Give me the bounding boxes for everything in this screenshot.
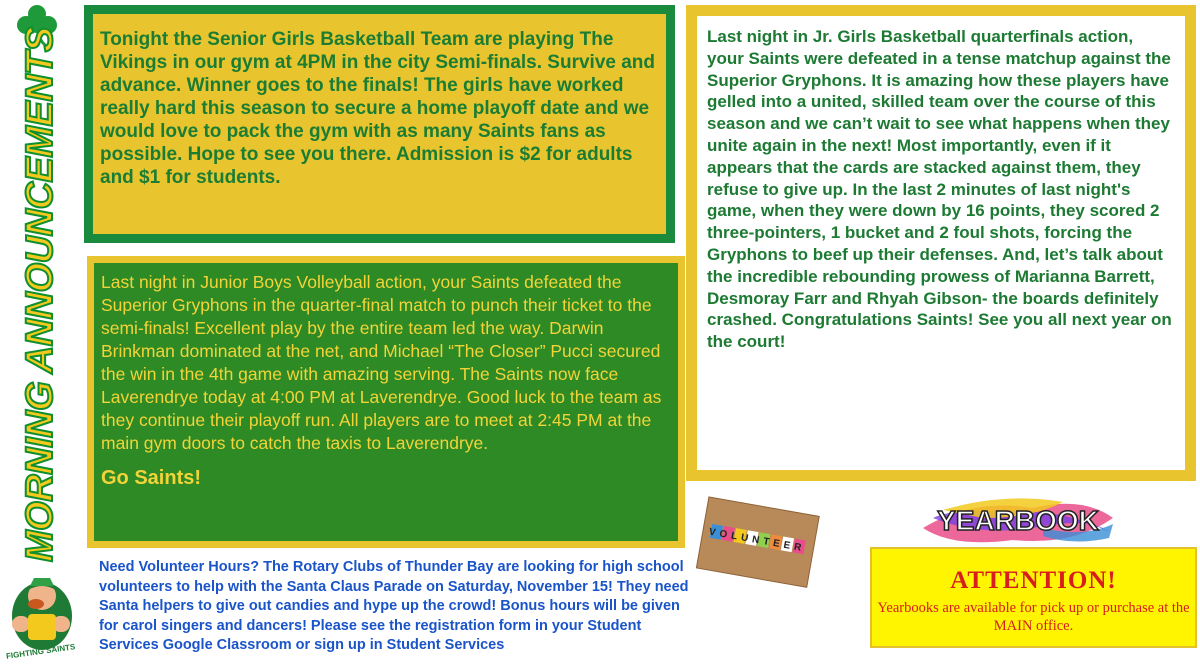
yearbook-logo <box>913 488 1123 548</box>
jr-girls-text: Last night in Jr. Girls Basketball quarterfinals action, your Saints were defeated in a tense matchup against the Superior Gryphons. It is amazing how these players have gelled into a united, skilled team over the course of this season and we can’t wait to see what happens when they unite again in the next! Most importantly, even if it appears that the cards are stacked against them, they refuse to give up. In the last 2 minutes of last night's game, when they were down by 16 points, they scored 2 three-pointers, 1 bucket and 2 foul shots, forcing the Gryphons to beef up their defenses. And, let’s talk about the incredible rebounding prowess of Marianna Barrett, Desmoray Farr and Rhyah Gibson- the boards definitely crashed. Congratulations Saints! See you all next year on the court! <box>697 16 1185 470</box>
mascot-logo <box>2 568 80 664</box>
morning-announcements-title: MORNING ANNOUNCEMENTS <box>19 27 61 562</box>
volunteer-image-word: VOLUNTEER <box>708 526 807 555</box>
volunteer-announcement: Need Volunteer Hours? The Rotary Clubs of Thunder Bay are looking for high school volunteers to help with the Santa Claus Parade on Saturday, November 15! They need Santa helpers to give out candies and hype up the crowd! Bonus hours will be given for carol singers and dancers! Please see the registration form in your Student Services Google Classroom or sign up in Student Services <box>99 559 689 653</box>
yearbook-attention-box <box>870 547 1197 648</box>
attention-body: Yearbooks are available for pick up or purchase at the MAIN office. <box>877 600 1190 634</box>
mascot-caption: FIGHTING SAINTS <box>5 642 76 661</box>
senior-girls-text: Tonight the Senior Girls Basketball Team are playing The Vikings in our gym at 4PM in the city Semi-finals. Survive and advance. Winner goes to the finals! The girls have worked really hard this season to secure a home playoff date and we would love to pack the gym with as many Saints fans as possible. Hope to see you there. Admission is $2 for adults and $1 for students. <box>93 14 666 234</box>
junior-boys-panel <box>94 263 678 541</box>
sidebar <box>0 0 84 665</box>
go-saints-text: Go Saints! <box>101 467 202 489</box>
volunteer-image <box>690 494 825 589</box>
jr-girls-announcement <box>686 5 1196 481</box>
senior-girls-announcement <box>84 5 675 243</box>
attention-title: ATTENTION! <box>950 567 1117 594</box>
junior-boys-text: Last night in Junior Boys Volleyball action, your Saints defeated the Superior Gryphons in the quarter-final match to punch their ticket to the semi-finals! Excellent play by the entire team led the way. Darwin Brinkman dominated at the net, and Michael “The Closer” Pucci secured the win in the 4th game with amazing serving. The Saints now face Laverendrye today at 4:00 PM at Laverendrye. Good luck to the team as they continue their playoff run. All players are to meet at 2:45 PM at the main gym doors to catch the taxis to Laverendrye. <box>101 272 662 453</box>
yearbook-logo-text: YEARBOOK <box>937 505 1099 536</box>
junior-boys-announcement <box>87 256 685 548</box>
